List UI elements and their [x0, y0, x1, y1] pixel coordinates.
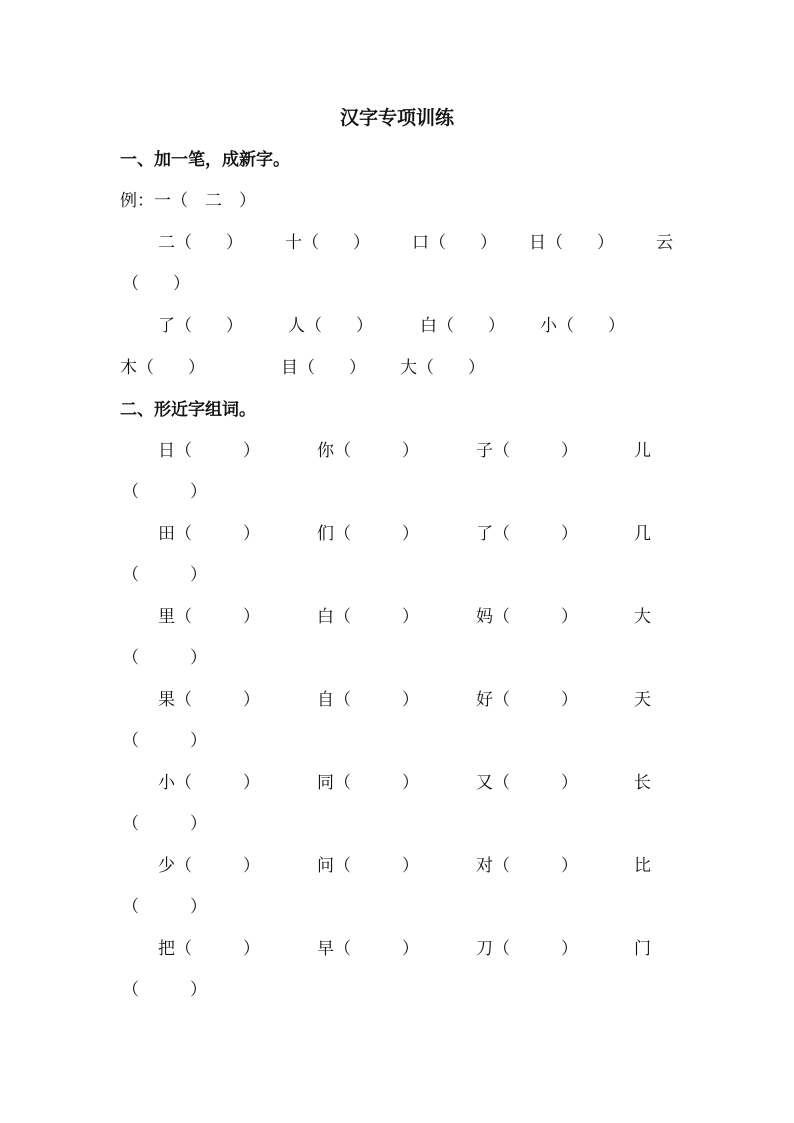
- s1-row2-item-4: 小（ ）: [540, 316, 625, 336]
- s2-row3-item-3: 妈（ ）: [476, 607, 578, 627]
- section1-heading: 一、加一笔，成新字。: [120, 150, 290, 170]
- s2-row5-item-1: 小（ ）: [158, 773, 260, 793]
- s2-row2-item-2: 们（ ）: [317, 524, 419, 544]
- s2-row1-wrap: （ ）: [122, 482, 207, 502]
- s2-row7-item-2: 早（ ）: [317, 939, 419, 959]
- s2-row5-wrap: （ ）: [122, 814, 207, 834]
- s2-row5-item-2: 同（ ）: [317, 773, 419, 793]
- s1-row3-item-1: 木（ ）: [120, 358, 205, 378]
- s2-row7-item-4: 门: [634, 939, 651, 959]
- page-title: 汉字专项训练: [339, 107, 454, 129]
- s2-row6-item-2: 问（ ）: [317, 856, 419, 876]
- s1-row1-item-5: 云: [656, 233, 673, 253]
- s2-row4-item-3: 好（ ）: [476, 690, 578, 710]
- s2-row6-item-3: 对（ ）: [476, 856, 578, 876]
- s2-row3-item-1: 里（ ）: [158, 607, 260, 627]
- s2-row3-item-2: 白（ ）: [317, 607, 419, 627]
- s2-row6-item-1: 少（ ）: [158, 856, 260, 876]
- s2-row2-item-4: 几: [634, 524, 651, 544]
- s1-row2-item-2: 人（ ）: [288, 316, 373, 336]
- s2-row1-item-1: 日（ ）: [158, 441, 260, 461]
- s1-row1-item-4: 日（ ）: [529, 233, 614, 253]
- s1-row1-item-3: 口（ ）: [412, 233, 497, 253]
- s2-row7-item-1: 把（ ）: [158, 939, 260, 959]
- s1-row1-item-2: 十（ ）: [285, 233, 370, 253]
- s2-row4-wrap: （ ）: [122, 731, 207, 751]
- s2-row1-item-4: 儿: [634, 441, 651, 461]
- s1-row3-item-3: 大（ ）: [400, 358, 485, 378]
- s1-row3-item-2: 目（ ）: [281, 358, 366, 378]
- s2-row1-item-2: 你（ ）: [317, 441, 419, 461]
- s2-row4-item-1: 果（ ）: [158, 690, 260, 710]
- s2-row6-wrap: （ ）: [122, 897, 207, 917]
- section2-heading: 二、形近字组词。: [120, 400, 256, 420]
- s2-row4-item-2: 自（ ）: [317, 690, 419, 710]
- s2-row5-item-4: 长: [634, 773, 651, 793]
- s2-row1-item-3: 子（ ）: [476, 441, 578, 461]
- s2-row2-item-1: 田（ ）: [158, 524, 260, 544]
- s1-row1-wrap: （ ）: [122, 274, 190, 294]
- s1-row2-item-1: 了（ ）: [158, 316, 243, 336]
- s1-row2-item-3: 白（ ）: [420, 316, 505, 336]
- s2-row5-item-3: 又（ ）: [476, 773, 578, 793]
- s2-row4-item-4: 天: [634, 690, 651, 710]
- s2-row3-wrap: （ ）: [122, 648, 207, 668]
- section1-example: 例：一（ 二 ）: [120, 191, 256, 211]
- s2-row7-wrap: （ ）: [122, 980, 207, 1000]
- s2-row2-item-3: 了（ ）: [476, 524, 578, 544]
- s2-row2-wrap: （ ）: [122, 565, 207, 585]
- s2-row6-item-4: 比: [634, 856, 651, 876]
- s2-row3-item-4: 大: [634, 607, 651, 627]
- s1-row1-item-1: 二（ ）: [158, 233, 243, 253]
- s2-row7-item-3: 刀（ ）: [476, 939, 578, 959]
